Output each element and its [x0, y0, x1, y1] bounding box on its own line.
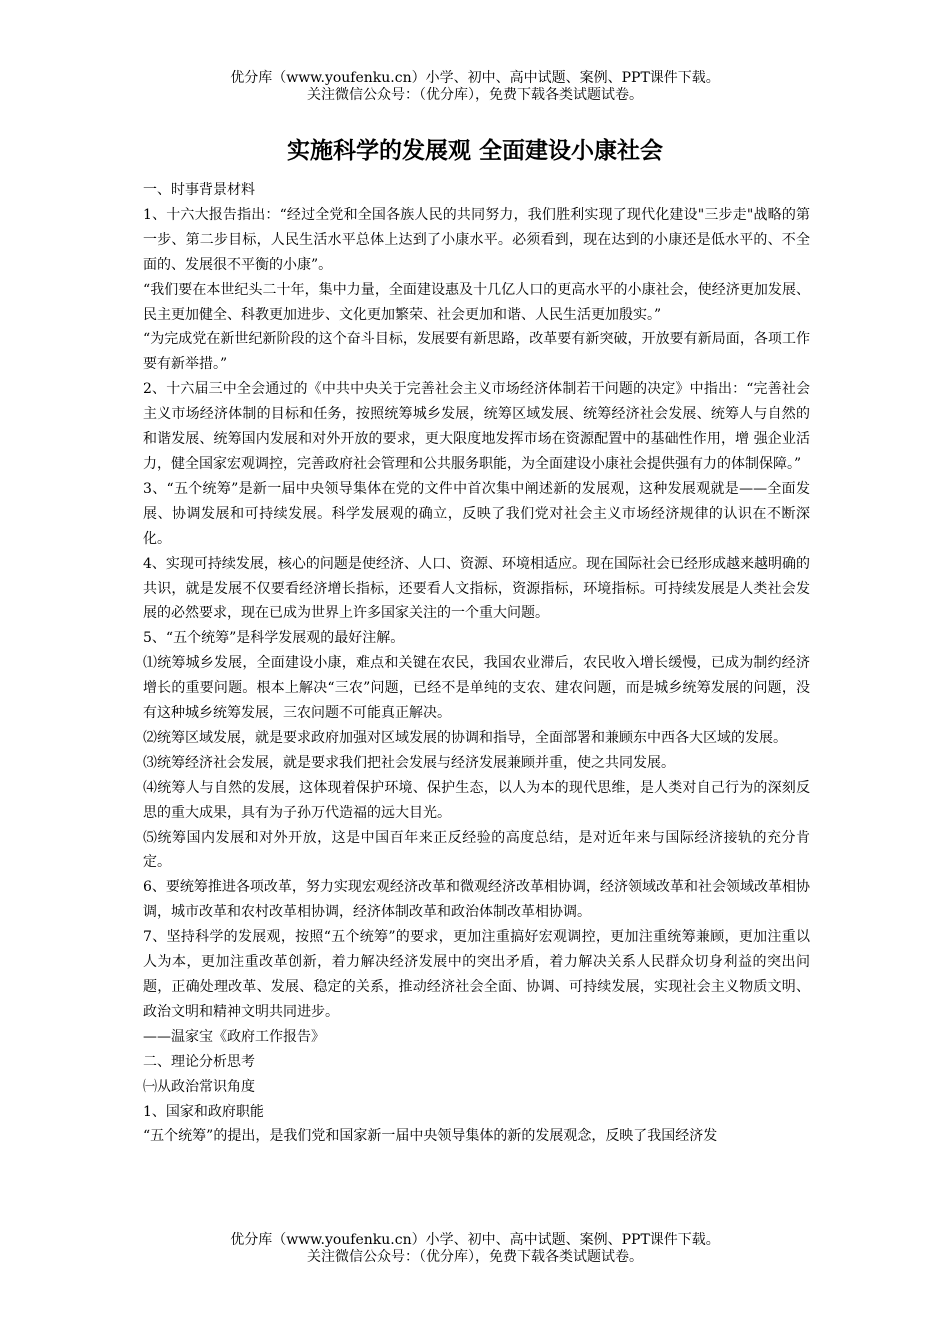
header-line-1: 优分库（www.youfenku.cn）小学、初中、高中试题、案例、PPT课件下载。 — [230, 70, 720, 86]
footer-line-2: 关注微信公众号：（优分库），免费下载各类试题试卷。 — [307, 1249, 643, 1265]
paragraph: ⑸统筹国内发展和对外开放，这是中国百年来正反经验的高度总结，是对近年来与国际经济接轨的充分肯定。 — [143, 829, 810, 871]
header-line-2: 关注微信公众号：（优分库），免费下载各类试题试卷。 — [307, 87, 643, 103]
document-title: 实施科学的发展观 全面建设小康社会 — [286, 137, 663, 164]
paragraph: 3、“五个统筹”是新一届中央领导集体在党的文件中首次集中阐述新的发展观，这种发展观就是——全面发展、协调发展和可持续发展。科学发展观的确立，反映了我们党对社会主义市场经济规律的认识在不断深化。 — [143, 480, 810, 547]
paragraph: 2、十六届三中全会通过的《中共中央关于完善社会主义市场经济体制若干问题的决定》中指出：“完善社会主义市场经济体制的目标和任务，按照统筹城乡发展，统筹区域发展、统筹经济社会发展、统筹人与自然的和谐发展、统筹国内发展和对外开放的要求，更大限度地发挥市场在资源配置中的基础性作用，增 强企业活力，健全国家宏观调控，完善政府社会管理和公共服务职能，为全面建设小康社会提供强有力的体制保障。” — [143, 381, 810, 472]
paragraph: ⑵统筹区域发展，就是要求政府加强对区域发展的协调和指导，全面部署和兼顾东中西各大区域的发展。 — [143, 729, 787, 746]
paragraph: 4、实现可持续发展，核心的问题是使经济、人口、资源、环境相适应。现在国际社会已经形成越来越明确的共识，就是发展不仅要看经济增长指标，还要看人文指标，资源指标，环境指标。可持续发展是人类社会发展的必然要求，现在已成为世界上许多国家关注的一个重大问题。 — [143, 555, 810, 622]
paragraph: 1、十六大报告指出：“经过全党和全国各族人民的共同努力，我们胜利实现了现代化建设"三步走"战略的第一步、第二步目标，人民生活水平总体上达到了小康水平。必须看到，现在达到的小康还是低水平的、不全面的、发展很不平衡的小康”。 — [143, 206, 810, 273]
paragraph: ⑷统筹人与自然的发展，这体现着保护环境、保护生态，以人为本的现代思维，是人类对自己行为的深刻反思的重大成果，具有为子孙万代造福的远大目光。 — [143, 779, 810, 821]
section-heading-2: 二、理论分析思考 — [143, 1053, 255, 1070]
section-heading-1: 一、时事背景材料 — [143, 182, 255, 198]
quote-attribution: ——温家宝《政府工作报告》 — [143, 1028, 325, 1045]
subsection-heading: ㈠从政治常识角度 — [143, 1078, 255, 1095]
page-footer — [0, 1232, 950, 1266]
page-header — [0, 70, 950, 104]
paragraph: “为完成党在新世纪新阶段的这个奋斗目标，发展要有新思路，改革要有新突破，开放要有新局面，各项工作要有新举措。” — [143, 331, 810, 373]
paragraph: “我们要在本世纪头二十年，集中力量，全面建设惠及十几亿人口的更高水平的小康社会，使经济更加发展、民主更加健全、科教更加进步、文化更加繁荣、社会更加和谐、人民生活更加殷实。” — [143, 281, 810, 323]
paragraph: 5、“五个统筹”是科学发展观的最好注解。 — [143, 630, 405, 647]
paragraph: “五个统筹”的提出，是我们党和国家新一届中央领导集体的新的发展观念，反映了我国经济发 — [143, 1128, 718, 1145]
paragraph: ⑶统筹经济社会发展，就是要求我们把社会发展与经济发展兼顾并重，使之共同发展。 — [143, 754, 675, 771]
paragraph: ⑴统筹城乡发展，全面建设小康，难点和关键在农民，我国农业滞后，农民收入增长缓慢，已成为制约经济增长的重要问题。根本上解决“三农”问题，已经不是单纯的支农、建农问题，而是城乡统筹发展的问题，没有这种城乡统筹发展，三农问题不可能真正解决。 — [143, 655, 810, 722]
subsection-item-heading: 1、国家和政府职能 — [143, 1103, 264, 1120]
paragraph: 6、要统筹推进各项改革，努力实现宏观经济改革和微观经济改革相协调，经济领域改革和社会领域改革相协调，城市改革和农村改革相协调，经济体制改革和政治体制改革相协调。 — [143, 879, 810, 921]
footer-line-1: 优分库（www.youfenku.cn）小学、初中、高中试题、案例、PPT课件下载。 — [230, 1232, 720, 1248]
paragraph: 7、坚持科学的发展观，按照“五个统筹”的要求，更加注重搞好宏观调控，更加注重统筹兼顾，更加注重以人为本，更加注重改革创新，着力解决经济发展中的突出矛盾，着力解决关系人民群众切身利益的突出问题，正确处理改革、发展、稳定的关系，推动经济社会全面、协调、可持续发展，实现社会主义物质文明、政治文明和精神文明共同进步。 — [143, 929, 810, 1020]
document-body — [143, 178, 810, 1149]
